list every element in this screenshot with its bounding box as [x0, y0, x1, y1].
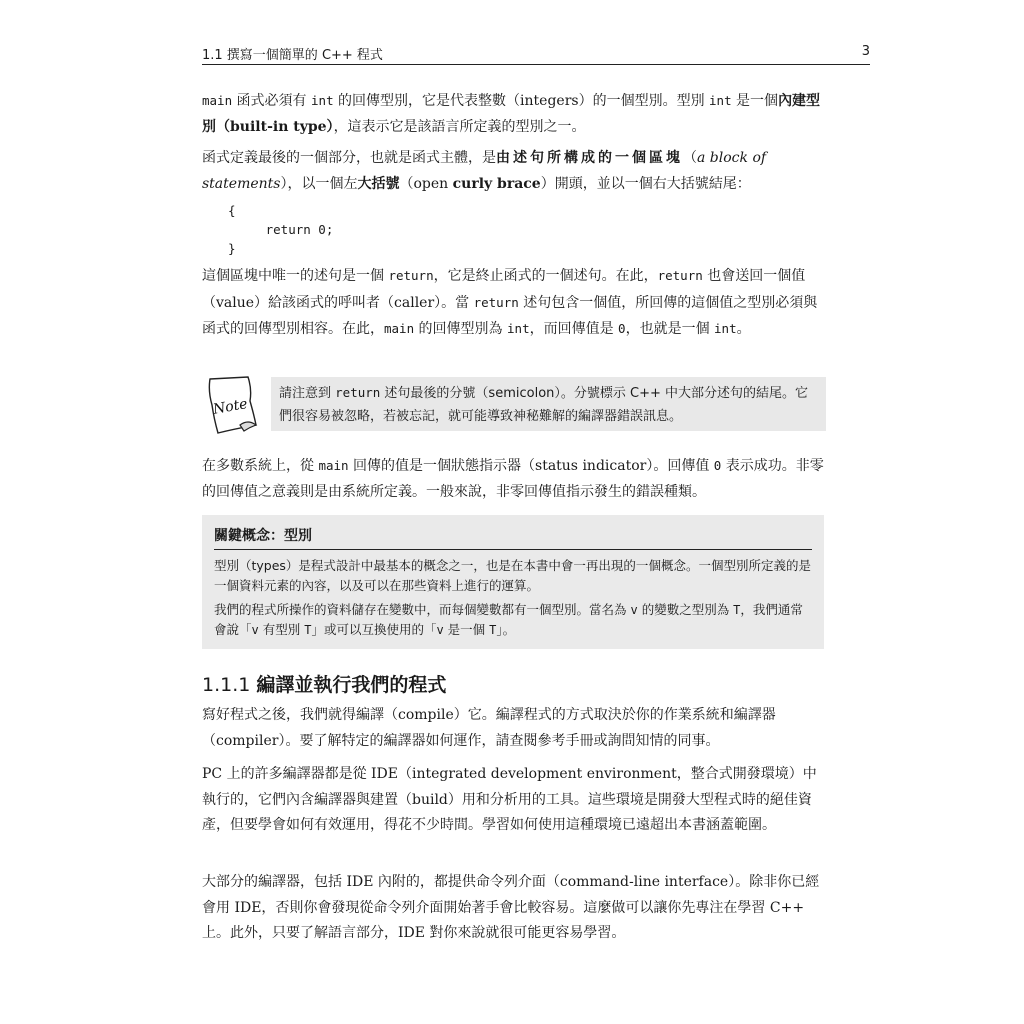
- key-concept-title: 關鍵概念：型別: [214, 523, 812, 550]
- code-term: return: [473, 294, 519, 310]
- text-run: 是一個: [731, 93, 779, 109]
- page-number: 3: [861, 44, 870, 59]
- text-run: ，而回傳值是: [529, 321, 619, 337]
- text-run: 我們的程式所操作的資料儲存在變數中，而每個變數都有一個型別。當名為: [214, 602, 631, 617]
- text-run: 也會送回一個值（value）給該函式的呼叫者（caller）。當: [202, 268, 806, 311]
- code-term: main: [318, 458, 349, 473]
- text-run: ，也就是一個: [625, 321, 715, 337]
- key-concept-paragraph: [214, 600, 812, 640]
- code-block: [228, 201, 333, 258]
- text-run: 表示成功。非零的回傳值之意義則是由系統所定義。一般來說，非零回傳值指示發生的錯誤種類。: [202, 458, 824, 500]
- text-run: 回傳的值是一個狀態指示器（status indicator）。回傳值: [348, 458, 714, 474]
- text-run: 。: [736, 321, 751, 337]
- text-run: 」或可以互換使用的「: [311, 622, 437, 637]
- text-run: ，這表示它是該語言所定義的型別之一。: [333, 118, 586, 135]
- paragraph-status-indicator: [202, 453, 826, 505]
- text-run: 的回傳型別，它是代表整數（integers）的一個型別。型別: [333, 93, 710, 109]
- code-term: main: [384, 321, 415, 336]
- paragraph-function-body: [202, 146, 826, 197]
- key-concept-box: [202, 515, 824, 649]
- key-concept-paragraph: 型別（types）是程式設計中最基本的概念之一，也是在本書中會一再出現的一個概念。一個型別所定義的是一個資料元素的內容，以及可以在那些資料上進行的運算。: [214, 558, 811, 593]
- note-text: [271, 377, 826, 431]
- code-line: }: [228, 241, 236, 256]
- code-term: main: [202, 93, 233, 108]
- code-term: v: [436, 623, 444, 637]
- chapter-section-title: 1.1 撰寫一個簡單的 C++ 程式: [202, 48, 383, 63]
- note-callout: [202, 375, 826, 435]
- text-run: 的回傳型別為: [414, 321, 508, 337]
- code-line: return 0;: [228, 222, 334, 237]
- code-line: {: [228, 203, 236, 218]
- code-term: 0: [713, 458, 722, 473]
- code-term: v: [630, 603, 638, 617]
- text-run: 請注意到: [279, 386, 336, 401]
- code-term: 0: [618, 321, 626, 336]
- text-run: ，它是終止函式的一個述句。在此，: [433, 268, 658, 284]
- text-run: 函式必須有: [232, 93, 312, 109]
- paragraph-compile: 寫好程式之後，我們就得編譯（compile）它。編譯程式的方式取決於你的作業系統和編譯器（compiler）。要了解特定的編譯器如何運作，請查閱參考手冊或詢問知情的同事。: [202, 707, 776, 749]
- text-run: 」。: [496, 622, 516, 637]
- italic-term: a block of statements: [202, 150, 767, 192]
- code-term: T: [304, 623, 312, 637]
- text-run: 述句包含一個值，所回傳的這個值之型別必須與函式的回傳型別相容。在此，: [202, 294, 818, 337]
- bold-term: curly brace: [452, 175, 541, 192]
- text-run: ），以一個左: [280, 175, 358, 192]
- section-title: 編譯並執行我們的程式: [256, 674, 447, 696]
- code-term: int: [714, 321, 737, 336]
- paragraph-command-line: 大部分的編譯器，包括 IDE 內附的，都提供命令列介面（command-line interface）。除非你已經會用 IDE，否則你會發現從命令列介面開始著手會比較容易。這麼做可以讓你先專注在學習 C++ 上。此外，只要了解語言部分，IDE 對你來說就很可能更容易學習。: [202, 874, 820, 941]
- code-term: return: [388, 268, 434, 283]
- text-run: 的變數之型別為: [637, 602, 734, 617]
- code-term: int: [709, 93, 732, 108]
- section-heading: [202, 671, 446, 699]
- code-term: int: [507, 321, 530, 336]
- text-run: 函式定義最後的一個部分，也就是函式主體，是: [202, 150, 496, 166]
- note-paper-icon: [204, 375, 262, 435]
- code-term: int: [311, 93, 334, 108]
- text-run: 這個區塊中唯一的述句是一個: [202, 268, 389, 284]
- text-run: 有型別: [258, 622, 305, 637]
- text-run: ）開頭，並以一個右大括號結尾：: [540, 175, 751, 192]
- text-run: （open: [399, 175, 453, 192]
- code-term: return: [335, 385, 381, 400]
- code-term: T: [733, 603, 741, 617]
- code-term: v: [251, 623, 259, 637]
- paragraph-ide: PC 上的許多編譯器都是從 IDE（integrated development environment，整合式開發環境）中執行的，它們內含編譯器與建置（build）用和分析用的工具。這些環境是開發大型程式時的絕佳資產，但要學會如何有效運用，得花不少時間。學習如何使用這種環境已遠超出本書涵蓋範圍。: [202, 766, 817, 833]
- text-run: 在多數系統上，從: [202, 458, 319, 474]
- text-run: （: [683, 150, 697, 166]
- code-term: T: [489, 623, 497, 637]
- text-run: 是一個: [443, 622, 490, 637]
- paragraph-main-return-type: [202, 88, 826, 140]
- bold-term: 內建型別（built-in type）: [202, 93, 821, 135]
- note-icon-label: Note: [211, 396, 249, 418]
- code-term: return: [657, 268, 703, 283]
- emphasis-term: 由述句所構成的一個區塊: [496, 150, 683, 166]
- text-run: 述句最後的分號（semicolon）。分號標示 C++ 中大部分述句的結尾。它們很容易被忽略，若被忘記，就可能導致神秘難解的編譯器錯誤訊息。: [279, 386, 809, 424]
- text-run: ，我們通常會說「: [214, 602, 803, 637]
- running-head: [202, 40, 870, 65]
- bold-term: 大括號: [357, 175, 400, 192]
- paragraph-return-statement: [202, 263, 826, 343]
- section-number: 1.1.1: [202, 674, 251, 696]
